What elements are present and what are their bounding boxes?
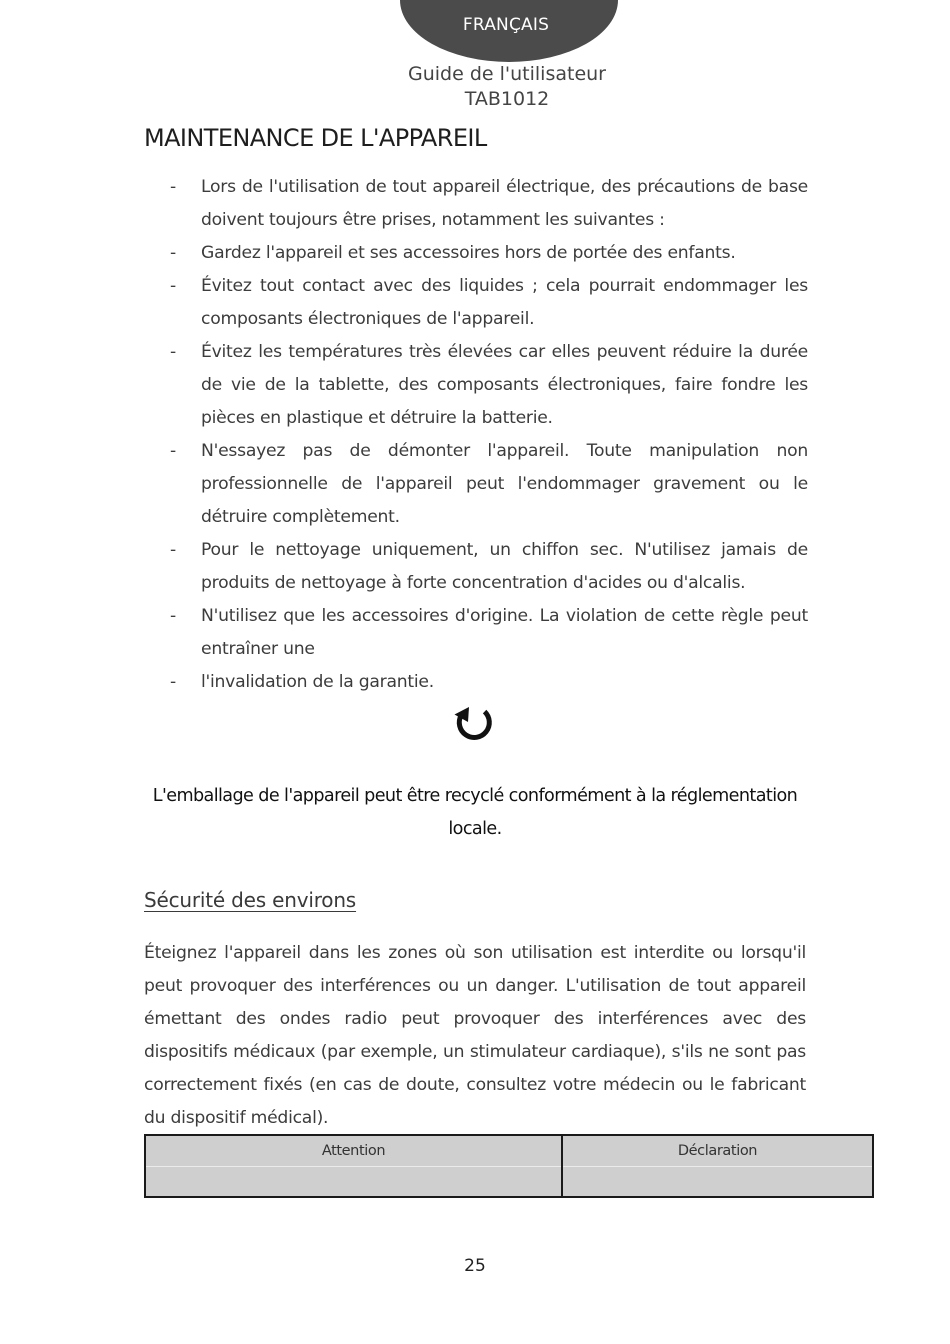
list-item-text: N'utilisez que les accessoires d'origine. La violation de cette règle peut entraîner une <box>201 606 808 659</box>
bullet-dash: - <box>170 177 176 197</box>
list-item-text: Évitez les températures très élevées car elles peuvent réduire la durée de vie de la tablette, des composants électroniques, faire fondre les pièces en plastique et détruire la batterie. <box>201 342 808 428</box>
guide-title <box>390 62 624 112</box>
list-item <box>168 171 808 237</box>
model-number: TAB1012 <box>464 88 550 110</box>
table-header-declaration: Déclaration <box>563 1136 872 1167</box>
list-item-text: N'essayez pas de démonter l'appareil. Toute manipulation non professionnelle de l'appareil peut l'endommager gravement ou le détruire complètement. <box>201 441 808 527</box>
table-cell-attention <box>146 1136 563 1196</box>
table-cell-declaration <box>563 1136 872 1196</box>
list-item-text: Pour le nettoyage uniquement, un chiffon sec. N'utilisez jamais de produits de nettoyage à forte concentration d'acides ou d'alcalis. <box>201 540 808 593</box>
bullet-dash: - <box>170 672 176 692</box>
list-item-text: Évitez tout contact avec des liquides ; cela pourrait endommager les composants électroniques de l'appareil. <box>201 276 808 329</box>
list-item <box>168 666 808 699</box>
safety-paragraph: Éteignez l'appareil dans les zones où son utilisation est interdite ou lorsqu'il peut provoquer des interférences ou un danger. L'utilisation de tout appareil émettant des ondes radio peut provoquer des interférences avec des dispositifs médicaux (par exemple, un stimulateur cardiaque), s'ils ne sont pas correctement fixés (en cas de doute, consultez votre médecin ou le fabricant du dispositif médical). <box>144 943 806 1128</box>
list-item <box>168 336 808 435</box>
bullet-dash: - <box>170 276 176 296</box>
bullet-dash: - <box>170 342 176 362</box>
list-item <box>168 600 808 666</box>
section-title: MAINTENANCE DE L'APPAREIL <box>144 124 487 152</box>
warning-table <box>144 1134 874 1198</box>
section-subheading: Sécurité des environs <box>144 888 357 912</box>
list-item-text: Lors de l'utilisation de tout appareil électrique, des précautions de base doivent toujours être prises, notamment les suivantes : <box>201 177 808 230</box>
list-item <box>168 270 808 336</box>
list-item-text: Gardez l'appareil et ses accessoires hors de portée des enfants. <box>201 243 736 263</box>
bullet-dash: - <box>170 441 176 461</box>
recycle-icon <box>452 701 496 745</box>
bullet-dash: - <box>170 606 176 626</box>
list-item <box>168 237 808 270</box>
table-header-attention: Attention <box>146 1136 561 1167</box>
bullet-dash: - <box>170 243 176 263</box>
language-label: FRANÇAIS <box>462 15 550 35</box>
recycle-note: L'emballage de l'appareil peut être recyclé conformément à la réglementation locale. <box>152 786 798 839</box>
list-item <box>168 435 808 534</box>
guide-title-line: Guide de l'utilisateur <box>408 63 606 85</box>
list-item-text: l'invalidation de la garantie. <box>201 672 434 692</box>
bullet-dash: - <box>170 540 176 560</box>
list-item <box>168 534 808 600</box>
maintenance-list <box>168 171 808 699</box>
page-number: 25 <box>464 1256 486 1276</box>
